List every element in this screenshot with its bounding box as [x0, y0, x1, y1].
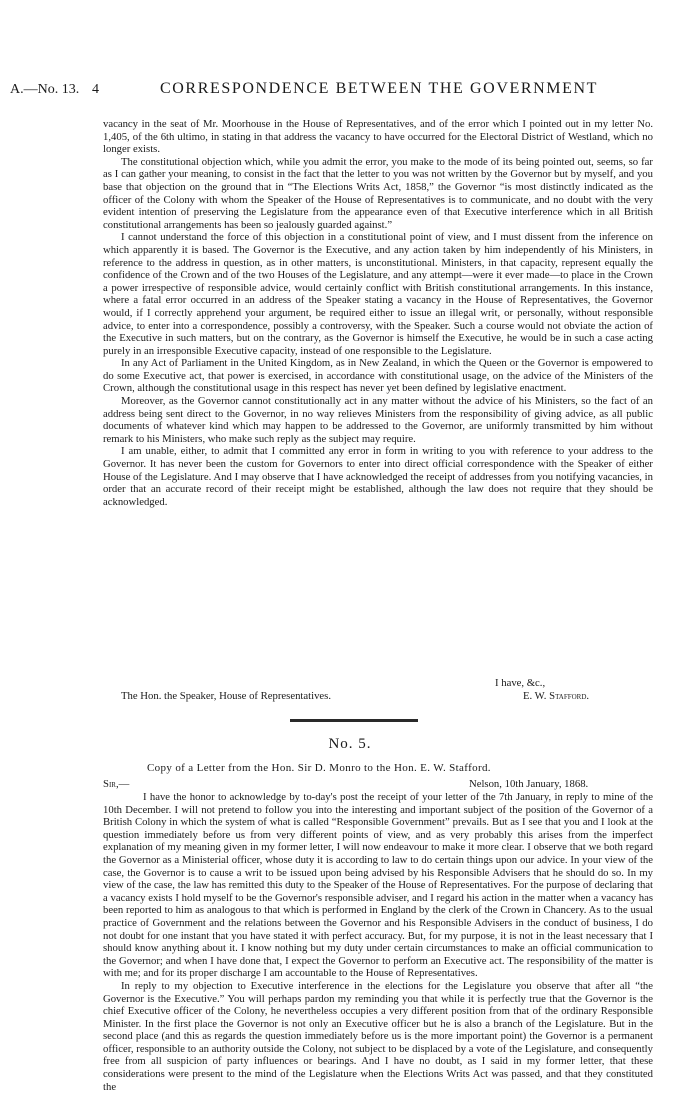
- document-reference: A.—No. 13.: [10, 82, 80, 97]
- paragraph: In reply to my objection to Executive interference in the elections for the Legislature you observe that after all “the Governor is the Executive.” You will perhaps pardon my reminding you that while it is perfectly true that the Governor is the chief Executive officer of the Colony, he nevertheless occupies a very different position from that of the ordinary Responsible Minister. In the first place the Governor is not only an Executive officer but he is also a branch of the Legislature. But in the second place (and this as regards the question immediately before us is the more important point) the Governor is a permanent officer, responsible to an authority outside the Colony, not subject to be displaced by a vote of the Legislature, and consequently free from all suspicion of party influences or bearings. And I have no doubt, as I said in my former letter, that these considerations were present to the mind of the Legislature when the Elections Writs Act was passed, and that they constituted the: [103, 979, 653, 1093]
- paragraph: Moreover, as the Governor cannot constitutionally act in any matter without the advice of his Ministers, so the fact of an address being sent direct to the Governor, in no way relieves Ministers from the responsibility of giving advice, as all public documents of whatever kind which may happen to be addressed to the Governor, are uniformly transmitted by him without remark to his Ministers, who make such reply as the subject may require.: [103, 395, 653, 445]
- addressee: The Hon. the Speaker, House of Representatives.: [121, 690, 331, 702]
- paragraph: vacancy in the seat of Mr. Moorhouse in the House of Representatives, and of the error which I pointed out in my letter No. 1,405, of the 6th ultimo, in stating in that address the vacancy to have occurred for the Electoral District of Westland, which no longer exists.: [103, 118, 653, 156]
- letter-5-body: [103, 791, 653, 1093]
- paragraph: I am unable, either, to admit that I committed any error in form in writing to you with reference to your address to the Governor. It has never been the custom for Governors to enter into direct official correspondence with the Speaker of either House of the Legislature. And I may observe that I have acknowledged the receipt of addresses from you notifying vacancies, in order that an accurate record of their receipt might be established, although the law does not require that they should be acknowledged.: [103, 445, 653, 508]
- letter-heading: Copy of a Letter from the Hon. Sir D. Monro to the Hon. E. W. Stafford.: [147, 762, 491, 774]
- paragraph: The constitutional objection which, while you admit the error, you make to the mode of its being pointed out, seems, so far as I can gather your meaning, to consist in the fact that the letter to you was not written by the Governor but by myself, and you base that objection on the ground that in “The Elections Writs Act, 1858,” the Governor “is most distinctly indicated as the officer of the Colony with whom the Speaker of the House of Representatives is to communicate, and no doubt with the very evident intention of preserving the Legislature from the appearance even of that Executive interference which in all British constitutional arrangements has been so jealously guarded against.”: [103, 155, 653, 231]
- paragraph: In any Act of Parliament in the United Kingdom, as in New Zealand, in which the Queen or the Governor is empowered to do some Executive act, that power is exercised, in accordance with constitutional usage, on the advice of the Ministers of the Crown, although the constitutional usage in this respect has never yet been defined by legislative enactment.: [103, 357, 653, 395]
- running-title: CORRESPONDENCE BETWEEN THE GOVERNMENT: [160, 80, 599, 97]
- salutation: Sir,—: [103, 778, 130, 790]
- page-number: 4: [92, 82, 99, 97]
- paragraph: I cannot understand the force of this objection in a constitutional point of view, and I must dissent from the inference on which apparently it is based. The Governor is the Executive, and any action taken by him independently of his Ministers, in reference to the address in question, as in other matters, is unconstitutional. Ministers, in that capacity, represent equally the confidence of the Crown and of the two Houses of the Legislature, and any attempt—were it ever made—to place in the Crown a power irrespective of responsible advice, would certainly conflict with British constitutional arrangements. In this instance, where a fatal error occurred in an address of the Speaker stating a vacancy in the House of Representatives, the Governor would, if I correctly apprehend your argument, be required either to issue an illegal writ, or personally, without responsible advice, to enter into a correspondence, possibly a controversy, with the Speaker. Such a course would not obviate the action of the Executive in such matters, but on the contrary, as the Governor is himself the Executive, he would be in such a case acting purely in an irresponsible Executive capacity, instead of one responsible to the Legislature.: [103, 231, 653, 357]
- signature: E. W. Stafford.: [523, 690, 590, 702]
- paragraph: I have the honor to acknowledge by to-day's post the receipt of your letter of the 7th January, in reply to mine of the 10th December. I will not pretend to follow you into the interesting and important subject of the position of the Governor of a British Colony in which the system of what is called “Responsible Government” prevails. But as I see that you and I look at the question immediately before us from very different points of view, and as very probably this arises from the imperfect explanation of my meaning given in my former letter, I will now endeavour to make it more clear. I observe that we both regard the Governor as a Ministerial officer, whose duty it is according to law to do certain things upon our advice. In your view of the case, the Governor is to cause a writ to be issued upon being advised by his Responsible Advisers that he should do so. In my view of the case, the law has remitted this duty to the Speaker of the House of Representatives. For the purpose of declaring that a vacancy exists I hold myself to be the Governor's responsible adviser, and I regard his action in the matter when a vacancy has been reported to him as analogous to that which is performed in England by the clerk of the Crown in Chancery. As to the usual practice of Government and the relations between the Governor and his Responsible Advisers in the conduct of business, I do not doubt for one instant that you have stated it with perfect accuracy. But, for my purpose, it is not in the least necessary that I should know anything about it. I know nothing but my duty under certain circumstances to make an official communication to the Governor; and when I have done that, I expect the Governor to perform an Executive act. The responsibility of the matter is with me; and for its proper discharge I am accountable to the House of Representatives.: [103, 791, 653, 980]
- section-divider: [290, 719, 418, 722]
- salutation-line: [103, 778, 653, 792]
- page-header: [0, 80, 700, 104]
- letter-4-body: [103, 118, 653, 508]
- closing-phrase: I have, &c.,: [495, 677, 546, 689]
- letter-4-closing: [103, 677, 653, 711]
- place-date: Nelson, 10th January, 1868.: [469, 778, 589, 790]
- document-number: No. 5.: [328, 736, 372, 752]
